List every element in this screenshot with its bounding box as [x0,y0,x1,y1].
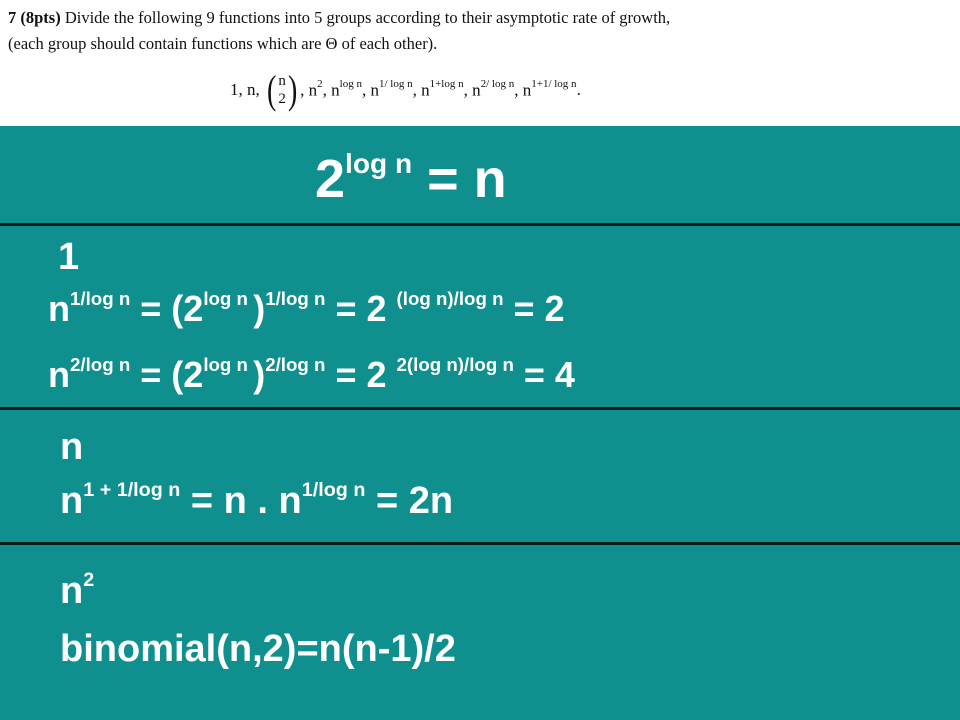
group3-line-1: $n^2$ [60,569,95,612]
function-n-2-over-logn: , $n^{2/ log n}$ [463,77,515,100]
binom-top: n [278,73,286,89]
left-paren: ( [266,67,277,112]
group2-line-1: n [60,426,84,468]
problem-text-2: (each group should contain functions which are Θ of each other). [8,34,438,53]
function-n-squared: , $n^2$ [300,77,323,100]
problem-line-2 [8,34,437,54]
group3-line-2: binomial(n,2)=n(n-1)/2 [60,628,456,670]
slide-heading: $2^{log n} = n$ [315,148,507,209]
problem-number: 7 [8,8,17,27]
function-list [230,67,581,112]
function-n-1-over-logn: , $n^{1/ log n}$ [361,77,413,100]
divider-2 [0,407,960,410]
group1-line-2: $n^{1/log n} = (2^{log n}$ )$^{1/log n}$ = 2 $^{(log n)/log n}$ = 2 [48,288,565,329]
problem-points: (8pts) [20,8,61,27]
function-n-1-plus-1-over-logn: , $n^{1+1/ log n}$ [514,77,577,100]
function-1-n: 1, n, [230,80,260,99]
problem-text-1: Divide the following 9 functions into 5 groups according to their asymptotic rate of growth, [64,8,671,27]
function-n-1-plus-logn: , $n^{1+log n}$ [412,77,464,100]
group1-line-3: $n^{2/log n} = (2^{log n}$ )$^{2/log n}$ = 2 $^{2(log n)/log n}$ = 4 [48,354,575,395]
problem-line-1 [8,8,670,28]
divider-1 [0,223,960,226]
group2-line-2: $n^{1 + 1/log n} = n$ . $n^{1/log n} = 2n$ [60,479,454,522]
right-paren: ) [287,67,298,112]
group1-line-1: 1 [58,236,80,278]
problem-statement [0,0,960,126]
binomial-n-2 [265,67,299,112]
divider-3 [0,542,960,545]
function-n-logn: , $n^{log n}$ [322,77,362,100]
function-list-end: . [576,80,581,99]
binom-bottom: 2 [278,91,286,107]
